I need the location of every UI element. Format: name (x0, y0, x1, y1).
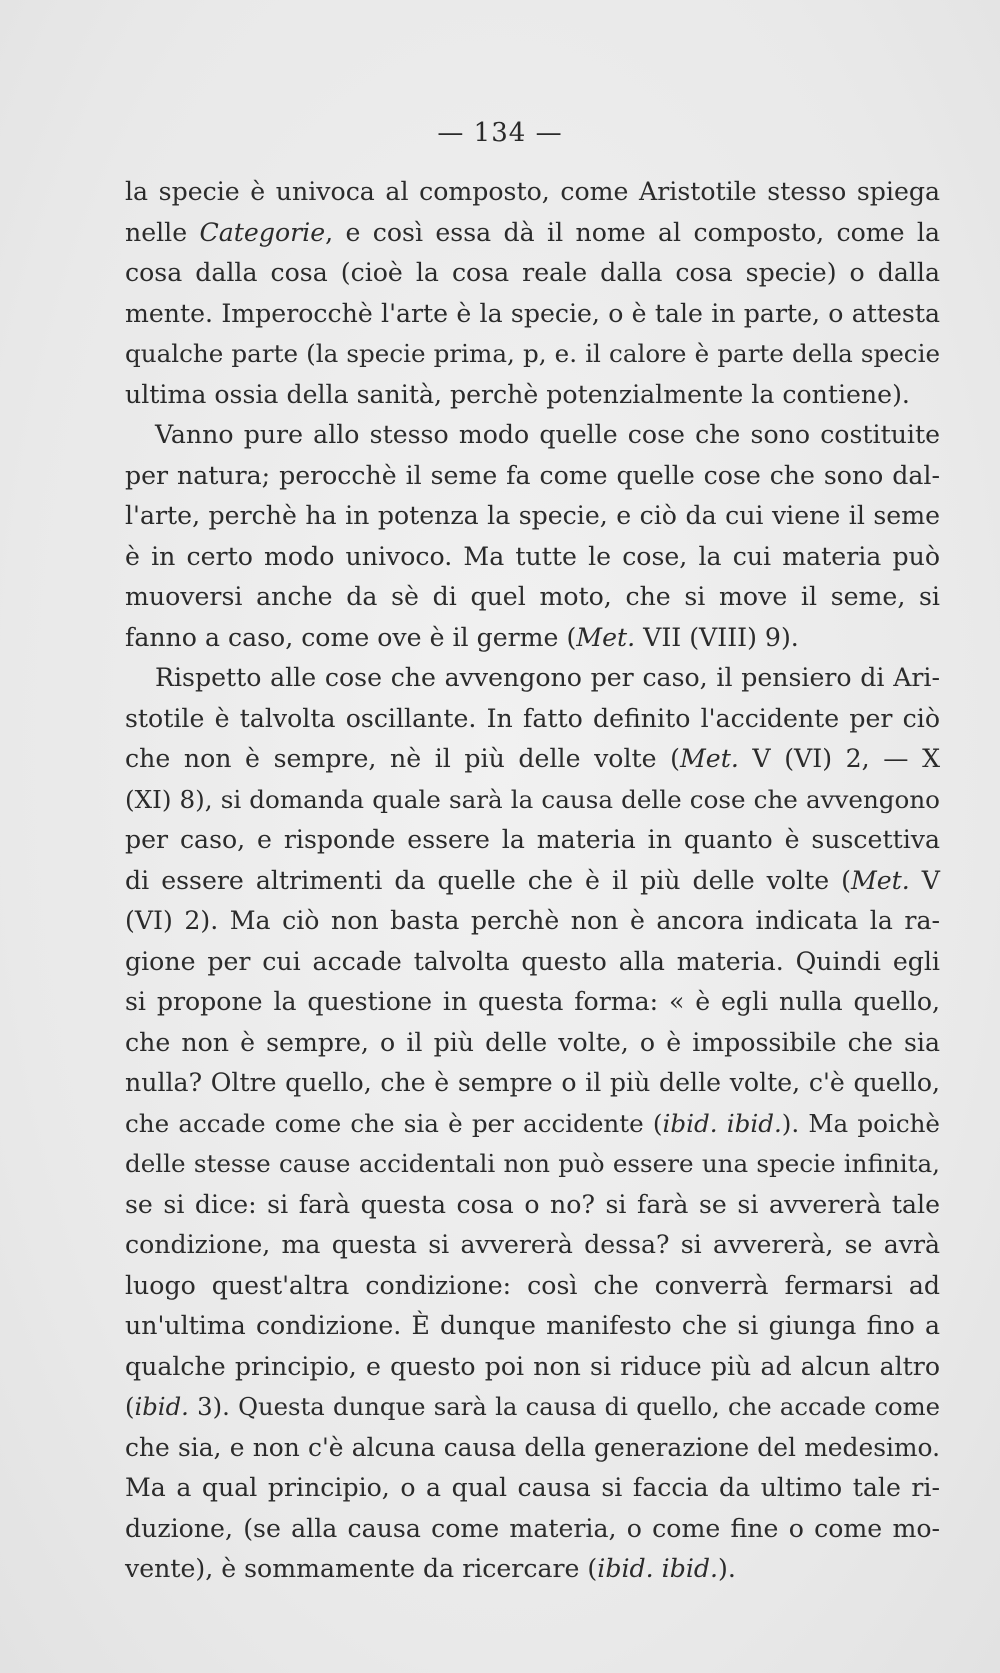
text-line (125, 375, 940, 416)
body-text (125, 172, 940, 1590)
text-segment: ). (718, 1554, 736, 1583)
text-segment: l'arte, perchè ha in potenza la specie, e ciò da cui viene il seme (125, 501, 940, 530)
text-line (125, 1225, 940, 1266)
text-line (125, 334, 940, 375)
text-line (125, 1468, 940, 1509)
text-segment: Ma a qual principio, o a qual causa si faccia da ultimo tale ri- (125, 1473, 940, 1502)
text-segment: un'ultima condizione. È dunque manifesto che si giunga fino a (125, 1311, 940, 1340)
text-segment: che sia, e non c'è alcuna causa della generazione del medesimo. (125, 1432, 940, 1462)
text-line (125, 982, 940, 1023)
text-line (125, 861, 940, 902)
text-segment: V (VI) 2, — X (738, 744, 940, 773)
text-segment: ( (125, 1392, 135, 1421)
text-segment: VII (VIII) 9). (635, 622, 799, 652)
text-line (125, 577, 940, 618)
text-line (125, 415, 940, 456)
text-segment: (XI) 8), si domanda quale sarà la causa delle cose che avvengono (125, 784, 940, 814)
text-segment: si propone la questione in questa forma: « è egli nulla quello, (125, 987, 940, 1016)
text-segment: nelle (125, 217, 200, 247)
text-segment: per natura; perocchè il seme fa come quelle cose che sono dal- (125, 460, 940, 490)
text-segment: mente. Imperocchè l'arte è la specie, o è tale in parte, o attesta (125, 298, 940, 328)
text-line (125, 1266, 940, 1307)
page-number: — 134 — (437, 118, 563, 148)
text-line (125, 496, 940, 537)
text-segment: cosa dalla cosa (cioè la cosa reale dalla cosa specie) o dalla (125, 258, 940, 287)
text-segment: Rispetto alle cose che avvengono per caso, il pensiero di Ari- (155, 663, 940, 692)
italic-citation: Met. (850, 865, 910, 895)
text-line (125, 172, 940, 213)
text-segment: muoversi anche da sè di quel moto, che si move il seme, si (125, 582, 940, 611)
text-line (125, 1144, 940, 1185)
text-segment: delle stesse cause accidentali non può essere una specie infinita, (125, 1149, 940, 1178)
text-segment: condizione, ma questa si avvererà dessa? si avvererà, se avrà (125, 1230, 940, 1259)
italic-citation: ibid. ibid. (597, 1554, 719, 1583)
text-segment: che accade come che sia è per accidente ( (125, 1108, 663, 1138)
text-line (125, 537, 940, 578)
text-segment: gione per cui accade talvolta questo alla materia. Quindi egli (125, 946, 940, 976)
text-segment: vente), è sommamente da ricercare ( (125, 1554, 598, 1583)
text-segment: , e così essa dà il nome al composto, come la (325, 217, 940, 247)
text-line (125, 1509, 940, 1550)
italic-citation: Categorie (199, 217, 326, 247)
text-line (125, 294, 940, 335)
text-line (125, 1306, 940, 1347)
italic-citation: ibid. (134, 1392, 189, 1421)
text-segment: qualche parte (la specie prima, p, e. il calore è parte della specie (125, 339, 940, 368)
text-line (125, 1387, 940, 1428)
text-segment: è in certo modo univoco. Ma tutte le cose, la cui materia può (125, 541, 940, 571)
text-segment: duzione, (se alla causa come materia, o come fine o come mo- (125, 1513, 940, 1543)
text-line (125, 658, 940, 699)
text-line (125, 213, 940, 254)
text-segment: che non è sempre, o il più delle volte, o è impossibile che sia (125, 1027, 940, 1057)
italic-citation: Met. (576, 622, 636, 652)
text-line (125, 820, 940, 861)
italic-citation: ibid. ibid. (662, 1108, 782, 1138)
text-segment: se si dice: si farà questa cosa o no? si farà se si avvererà tale (125, 1189, 940, 1219)
text-segment: Vanno pure allo stesso modo quelle cose che sono costituite (155, 420, 940, 449)
text-line (125, 699, 940, 740)
text-segment: ). Ma poichè (781, 1108, 940, 1138)
text-line (125, 1023, 940, 1064)
text-line (125, 1347, 940, 1388)
text-segment: qualche principio, e questo poi non si riduce più ad alcun altro (125, 1351, 940, 1381)
text-segment: fanno a caso, come ove è il germe ( (125, 622, 577, 652)
text-line (125, 1063, 940, 1104)
text-line (125, 739, 940, 780)
text-segment: la specie è univoca al composto, come Aristotile stesso spiega (125, 177, 940, 206)
text-line (125, 1428, 940, 1469)
text-segment: nulla? Oltre quello, che è sempre o il più delle volte, c'è quello, (125, 1068, 940, 1097)
text-segment: ultima ossia della sanità, perchè potenzialmente la contiene). (125, 379, 910, 409)
text-line (125, 1185, 940, 1226)
text-line (125, 253, 940, 294)
text-line (125, 618, 940, 659)
text-line (125, 780, 940, 821)
text-line (125, 942, 940, 983)
text-segment: stotile è talvolta oscillante. In fatto definito l'accidente per ciò (125, 703, 940, 733)
italic-citation: Met. (680, 744, 739, 773)
text-segment: luogo quest'altra condizione: così che converrà fermarsi ad (125, 1270, 940, 1300)
text-segment: (VI) 2). Ma ciò non basta perchè non è ancora indicata la ra- (125, 906, 940, 935)
text-segment: per caso, e risponde essere la materia in quanto è suscettiva (125, 825, 940, 854)
text-line (125, 1549, 940, 1590)
text-line (125, 1104, 940, 1145)
text-segment: 3). Questa dunque sarà la causa di quello, che accade come (188, 1392, 940, 1421)
text-line (125, 901, 940, 942)
text-segment: di essere altrimenti da quelle che è il più delle volte ( (125, 865, 851, 895)
text-line (125, 456, 940, 497)
text-segment: V (909, 865, 940, 895)
text-segment: che non è sempre, nè il più delle volte ( (125, 744, 680, 773)
